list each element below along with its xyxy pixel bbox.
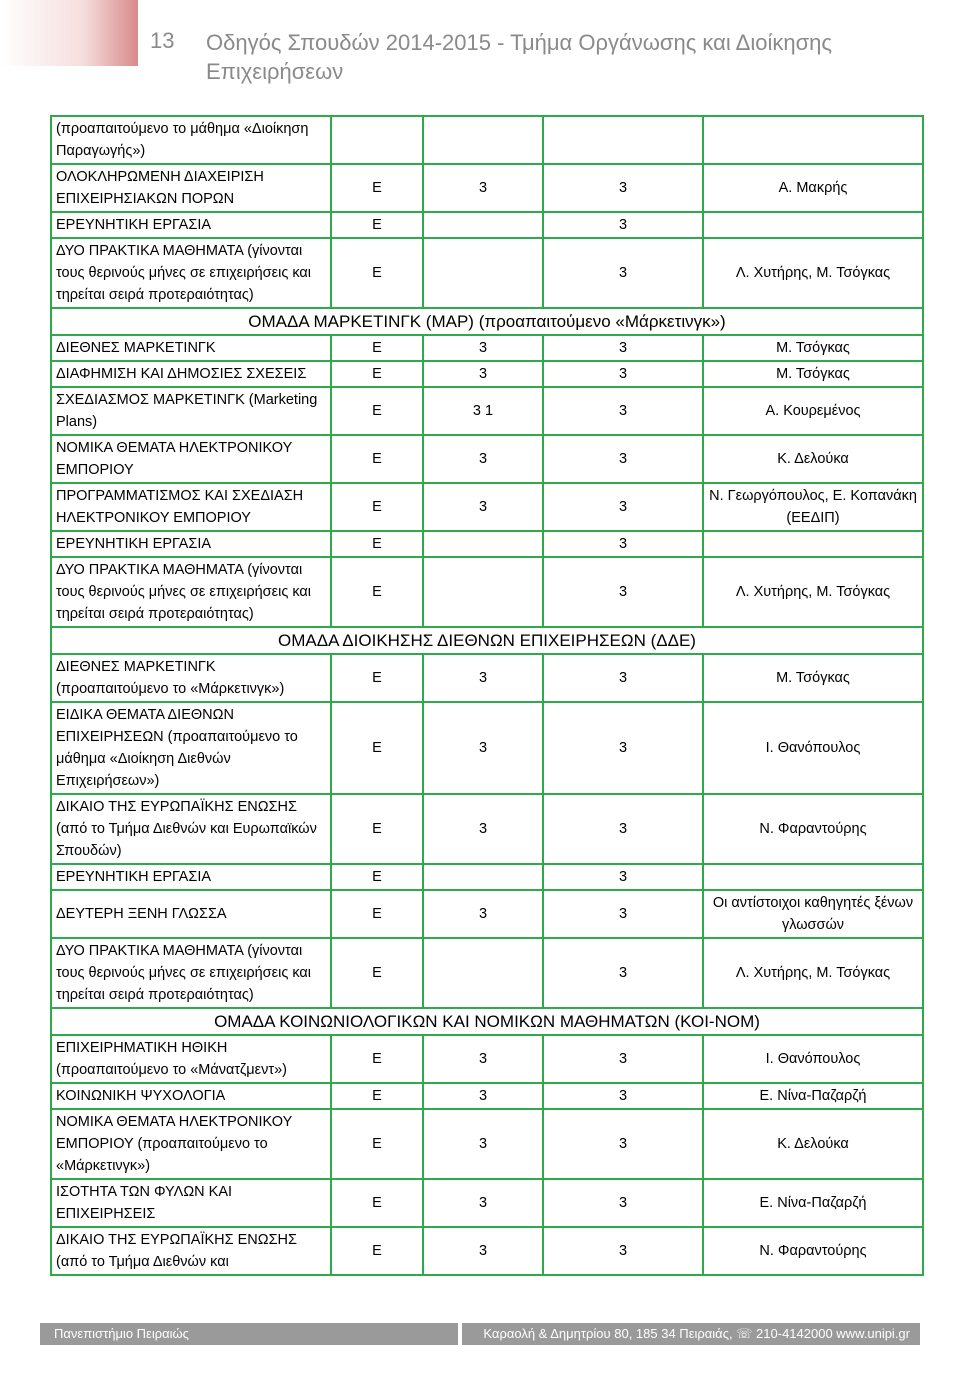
course-instructor: Ε. Νίνα-Παζαρζή — [703, 1083, 923, 1109]
course-instructor: Κ. Δελούκα — [703, 435, 923, 483]
course-ects: 3 — [543, 1179, 703, 1227]
course-type: Ε — [331, 864, 423, 890]
course-type: Ε — [331, 531, 423, 557]
course-instructor: Μ. Τσόγκας — [703, 335, 923, 361]
course-type: Ε — [331, 1109, 423, 1179]
course-type: Ε — [331, 938, 423, 1008]
course-title: (προαπαιτούμενο το μάθημα «Διοίκηση Παραγωγής») — [51, 116, 331, 164]
course-ects: 3 — [543, 1227, 703, 1275]
course-instructor — [703, 531, 923, 557]
course-type: Ε — [331, 1035, 423, 1083]
course-title: ΔΥΟ ΠΡΑΚΤΙΚΑ ΜΑΘΗΜΑΤΑ (γίνονται τους θερινούς μήνες σε επιχειρήσεις και τηρείται σειρά προτεραιότητας) — [51, 938, 331, 1008]
course-title: ΔΥΟ ΠΡΑΚΤΙΚΑ ΜΑΘΗΜΑΤΑ (γίνονται τους θερινούς μήνες σε επιχειρήσεις και τηρείται σειρά προτεραιότητας) — [51, 557, 331, 627]
course-type: Ε — [331, 890, 423, 938]
course-title: ΔΕΥΤΕΡΗ ΞΕΝΗ ΓΛΩΣΣΑ — [51, 890, 331, 938]
course-hours: 3 — [423, 890, 543, 938]
course-hours: 3 — [423, 1109, 543, 1179]
course-type: Ε — [331, 1083, 423, 1109]
course-ects: 3 — [543, 890, 703, 938]
course-ects: 3 — [543, 361, 703, 387]
course-type: Ε — [331, 164, 423, 212]
footer-university: Πανεπιστήμιο Πειραιώς — [54, 1326, 189, 1341]
course-instructor: Ν. Φαραντούρης — [703, 794, 923, 864]
course-type: Ε — [331, 361, 423, 387]
course-type: Ε — [331, 1227, 423, 1275]
page-header — [0, 0, 960, 95]
course-row — [51, 794, 923, 864]
group-header-row — [51, 627, 923, 654]
course-hours: 3 — [423, 1179, 543, 1227]
course-row — [51, 335, 923, 361]
course-type — [331, 116, 423, 164]
course-title: ΕΠΙΧΕΙΡΗΜΑΤΙΚΗ ΗΘΙΚΗ (προαπαιτούμενο το «Μάνατζμεντ») — [51, 1035, 331, 1083]
course-instructor: Λ. Χυτήρης, Μ. Τσόγκας — [703, 238, 923, 308]
footer-contact: Καραολή & Δημητρίου 80, 185 34 Πειραιάς, ☏ 210-4142000 www.unipi.gr — [483, 1326, 910, 1341]
course-hours — [423, 116, 543, 164]
course-instructor — [703, 212, 923, 238]
course-hours — [423, 238, 543, 308]
course-title: ΙΣΟΤΗΤΑ ΤΩΝ ΦΥΛΩΝ ΚΑΙ ΕΠΙΧΕΙΡΗΣΕΙΣ — [51, 1179, 331, 1227]
course-ects: 3 — [543, 435, 703, 483]
course-instructor — [703, 116, 923, 164]
course-instructor: Ι. Θανόπουλος — [703, 702, 923, 794]
course-hours: 3 — [423, 1227, 543, 1275]
course-row — [51, 938, 923, 1008]
course-row — [51, 483, 923, 531]
course-hours — [423, 864, 543, 890]
course-row — [51, 212, 923, 238]
course-hours: 3 — [423, 702, 543, 794]
course-hours: 3 — [423, 435, 543, 483]
course-title: ΚΟΙΝΩΝΙΚΗ ΨΥΧΟΛΟΓΙΑ — [51, 1083, 331, 1109]
course-hours: 3 — [423, 361, 543, 387]
course-instructor: Κ. Δελούκα — [703, 1109, 923, 1179]
course-title: ΟΛΟΚΛΗΡΩΜΕΝΗ ΔΙΑΧΕΙΡΙΣΗ ΕΠΙΧΕΙΡΗΣΙΑΚΩΝ ΠΟΡΩΝ — [51, 164, 331, 212]
course-row — [51, 890, 923, 938]
course-row — [51, 557, 923, 627]
course-instructor: Ν. Φαραντούρης — [703, 1227, 923, 1275]
course-ects: 3 — [543, 864, 703, 890]
course-ects: 3 — [543, 557, 703, 627]
course-type: Ε — [331, 435, 423, 483]
footer-divider — [458, 1323, 462, 1345]
course-hours: 3 — [423, 335, 543, 361]
course-hours: 3 — [423, 794, 543, 864]
course-hours: 3 1 — [423, 387, 543, 435]
course-title: ΕΡΕΥΝΗΤΙΚΗ ΕΡΓΑΣΙΑ — [51, 212, 331, 238]
course-ects: 3 — [543, 483, 703, 531]
group-title: ΟΜΑΔΑ ΚΟΙΝΩΝΙΟΛΟΓΙΚΩΝ ΚΑΙ ΝΟΜΙΚΩΝ ΜΑΘΗΜΑΤΩΝ (ΚΟΙ-ΝΟΜ) — [51, 1008, 923, 1035]
course-hours: 3 — [423, 1035, 543, 1083]
course-title: ΔΙΚΑΙΟ ΤΗΣ ΕΥΡΩΠΑΪΚΗΣ ΕΝΩΣΗΣ (από το Τμήμα Διεθνών και Ευρωπαϊκών Σπουδών) — [51, 794, 331, 864]
course-title: ΕΙΔΙΚΑ ΘΕΜΑΤΑ ΔΙΕΘΝΩΝ ΕΠΙΧΕΙΡΗΣΕΩΝ (προαπαιτούμενο το μάθημα «Διοίκηση Διεθνών Επιχειρήσεων») — [51, 702, 331, 794]
course-instructor: Οι αντίστοιχοι καθηγητές ξένων γλωσσών — [703, 890, 923, 938]
course-title: ΠΡΟΓΡΑΜΜΑΤΙΣΜΟΣ ΚΑΙ ΣΧΕΔΙΑΣΗ ΗΛΕΚΤΡΟΝΙΚΟΥ ΕΜΠΟΡΙΟΥ — [51, 483, 331, 531]
page-number: 13 — [150, 28, 175, 53]
course-type: Ε — [331, 387, 423, 435]
course-title: ΝΟΜΙΚΑ ΘΕΜΑΤΑ ΗΛΕΚΤΡΟΝΙΚΟΥ ΕΜΠΟΡΙΟΥ — [51, 435, 331, 483]
course-instructor: Ν. Γεωργόπουλος, Ε. Κοπανάκη (ΕΕΔΙΠ) — [703, 483, 923, 531]
group-header-row — [51, 1008, 923, 1035]
course-type: Ε — [331, 702, 423, 794]
course-type: Ε — [331, 212, 423, 238]
course-row — [51, 702, 923, 794]
course-title: ΔΙΑΦΗΜΙΣΗ ΚΑΙ ΔΗΜΟΣΙΕΣ ΣΧΕΣΕΙΣ — [51, 361, 331, 387]
course-ects: 3 — [543, 531, 703, 557]
course-type: Ε — [331, 654, 423, 702]
course-type: Ε — [331, 794, 423, 864]
header-accent-bar — [0, 0, 138, 66]
course-hours: 3 — [423, 654, 543, 702]
course-instructor: Μ. Τσόγκας — [703, 361, 923, 387]
course-row — [51, 1227, 923, 1275]
course-table — [50, 115, 924, 1276]
course-instructor: Λ. Χυτήρης, Μ. Τσόγκας — [703, 938, 923, 1008]
course-type: Ε — [331, 1179, 423, 1227]
course-instructor: Α. Κουρεμένος — [703, 387, 923, 435]
course-row — [51, 864, 923, 890]
course-row — [51, 531, 923, 557]
course-row — [51, 116, 923, 164]
course-row — [51, 1083, 923, 1109]
course-title: ΔΥΟ ΠΡΑΚΤΙΚΑ ΜΑΘΗΜΑΤΑ (γίνονται τους θερινούς μήνες σε επιχειρήσεις και τηρείται σειρά προτεραιότητας) — [51, 238, 331, 308]
course-hours — [423, 557, 543, 627]
course-title: ΣΧΕΔΙΑΣΜΟΣ ΜΑΡΚΕΤΙΝΓΚ (Marketing Plans) — [51, 387, 331, 435]
course-hours: 3 — [423, 1083, 543, 1109]
course-ects: 3 — [543, 212, 703, 238]
course-row — [51, 361, 923, 387]
document-title: Οδηγός Σπουδών 2014-2015 - Τμήμα Οργάνωσης και Διοίκησης Επιχειρήσεων — [206, 30, 833, 84]
course-row — [51, 387, 923, 435]
course-hours — [423, 531, 543, 557]
course-type: Ε — [331, 557, 423, 627]
course-hours — [423, 212, 543, 238]
course-row — [51, 1035, 923, 1083]
course-instructor: Ε. Νίνα-Παζαρζή — [703, 1179, 923, 1227]
course-title: ΔΙΕΘΝΕΣ ΜΑΡΚΕΤΙΝΓΚ (προαπαιτούμενο το «Μάρκετινγκ») — [51, 654, 331, 702]
course-title: ΔΙΚΑΙΟ ΤΗΣ ΕΥΡΩΠΑΪΚΗΣ ΕΝΩΣΗΣ (από το Τμήμα Διεθνών και — [51, 1227, 331, 1275]
course-instructor — [703, 864, 923, 890]
course-ects: 3 — [543, 335, 703, 361]
course-row — [51, 238, 923, 308]
course-title: ΝΟΜΙΚΑ ΘΕΜΑΤΑ ΗΛΕΚΤΡΟΝΙΚΟΥ ΕΜΠΟΡΙΟΥ (προαπαιτούμενο το «Μάρκετινγκ») — [51, 1109, 331, 1179]
course-ects: 3 — [543, 1109, 703, 1179]
course-ects: 3 — [543, 794, 703, 864]
course-title: ΕΡΕΥΝΗΤΙΚΗ ΕΡΓΑΣΙΑ — [51, 864, 331, 890]
course-hours — [423, 938, 543, 1008]
course-ects: 3 — [543, 1083, 703, 1109]
course-ects: 3 — [543, 164, 703, 212]
course-row — [51, 164, 923, 212]
course-ects: 3 — [543, 938, 703, 1008]
group-title: ΟΜΑΔΑ ΔΙΟΙΚΗΣΗΣ ΔΙΕΘΝΩΝ ΕΠΙΧΕΙΡΗΣΕΩΝ (ΔΔΕ) — [51, 627, 923, 654]
group-header-row — [51, 308, 923, 335]
course-type: Ε — [331, 335, 423, 361]
course-instructor: Λ. Χυτήρης, Μ. Τσόγκας — [703, 557, 923, 627]
course-ects: 3 — [543, 1035, 703, 1083]
course-type: Ε — [331, 238, 423, 308]
course-ects: 3 — [543, 654, 703, 702]
course-ects: 3 — [543, 387, 703, 435]
course-ects: 3 — [543, 702, 703, 794]
course-hours: 3 — [423, 483, 543, 531]
group-title: ΟΜΑΔΑ ΜΑΡΚΕΤΙΝΓΚ (ΜΑΡ) (προαπαιτούμενο «Μάρκετινγκ») — [51, 308, 923, 335]
course-row — [51, 654, 923, 702]
course-row — [51, 1109, 923, 1179]
course-hours: 3 — [423, 164, 543, 212]
course-type: Ε — [331, 483, 423, 531]
course-row — [51, 1179, 923, 1227]
course-instructor: Μ. Τσόγκας — [703, 654, 923, 702]
course-instructor: Ι. Θανόπουλος — [703, 1035, 923, 1083]
page-footer — [40, 1323, 920, 1345]
course-ects: 3 — [543, 238, 703, 308]
course-row — [51, 435, 923, 483]
course-instructor: Α. Μακρής — [703, 164, 923, 212]
course-ects — [543, 116, 703, 164]
course-title: ΔΙΕΘΝΕΣ ΜΑΡΚΕΤΙΝΓΚ — [51, 335, 331, 361]
course-title: ΕΡΕΥΝΗΤΙΚΗ ΕΡΓΑΣΙΑ — [51, 531, 331, 557]
